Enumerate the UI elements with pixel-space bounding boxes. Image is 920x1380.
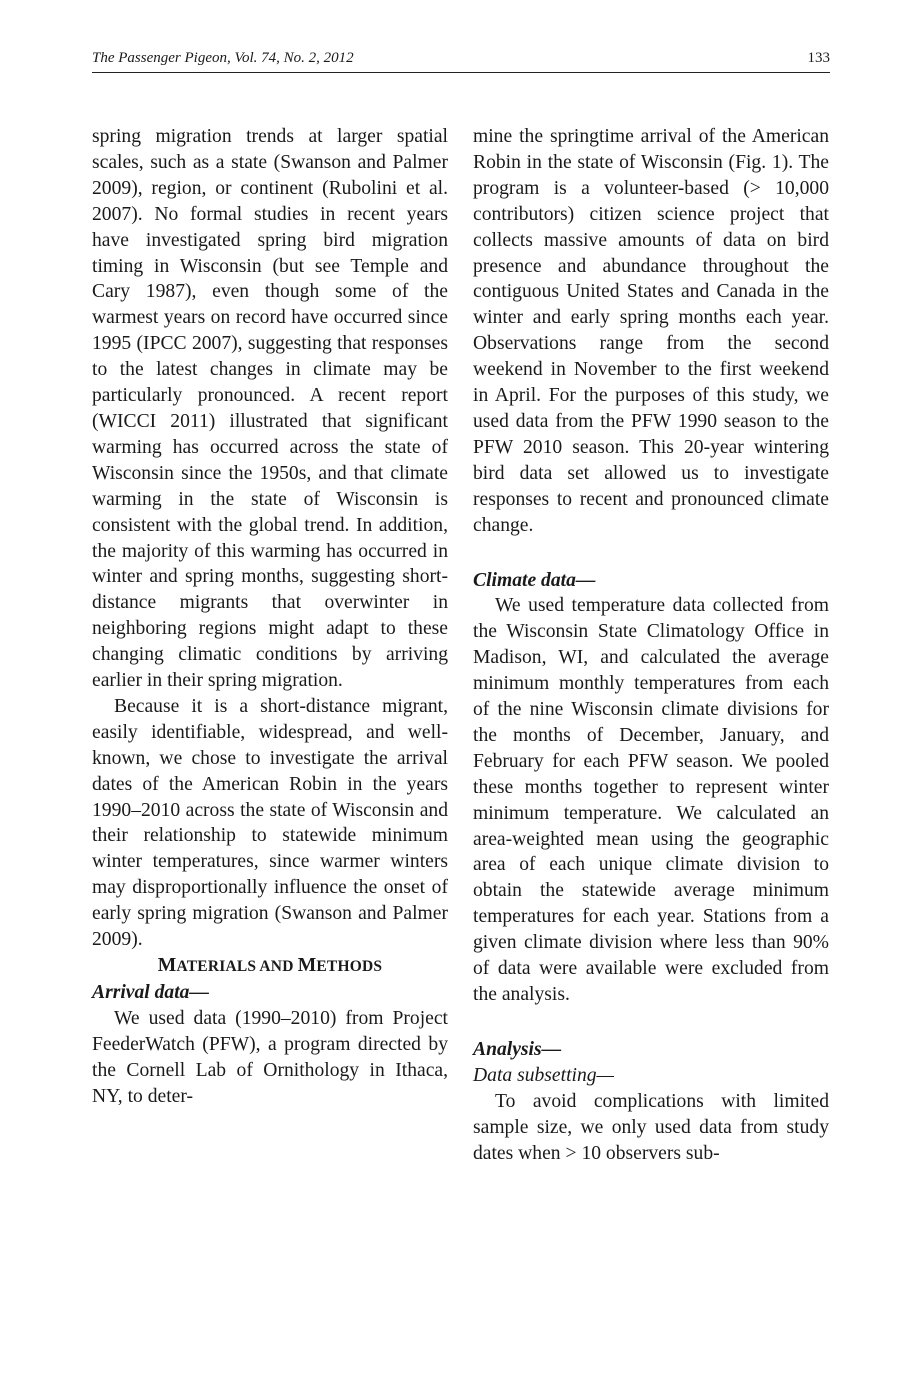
running-header [92,50,830,73]
subheading-climate-data: Climate data— [473,569,596,591]
right-paragraph-3: To avoid complications with limited sample size, we only used data from study dates when > 10 observers sub- [473,1090,829,1164]
subheading-arrival-data: Arrival data— [92,981,210,1003]
left-paragraph-3: We used data (1990–2010) from Project FeederWatch (PFW), a program directed by the Cornell Lab of Ornithology in Ithaca, NY, to deter- [92,1007,448,1107]
left-paragraph-2: Because it is a short-distance migrant, easily identifiable, widespread, and well-known, we chose to investigate the arrival dates of the American Robin in the years 1990–2010 across the state of Wisconsin and their relationship to statewide minimum winter temperatures, since warmer winters may disproportionally influence the onset of early spring migration (Swanson and Palmer 2009). [92,695,448,951]
left-paragraph-1: spring migration trends at larger spatial scales, such as a state (Swanson and Palmer 2009), region, or continent (Rubolini et al. 2007). No formal studies in recent years have investigated spring bird migration timing in Wisconsin (but see Temple and Cary 1987), even though some of the warmest years on record have occurred since 1995 (IPCC 2007), suggesting that responses to the latest changes in climate may be particularly pronounced. A recent report (WICCI 2011) illustrated that significant warming has occurred across the state of Wisconsin since the 1950s, and that climate warming in the state of Wisconsin is consistent with the global trend. In addition, the majority of this warming has occurred in winter and spring months, suggesting short-distance migrants that overwinter in neighboring regions might adapt to these changing climatic conditions by arriving earlier in their spring migration. [92,126,448,692]
subheading-analysis: Analysis— [473,1038,562,1060]
right-paragraph-1: mine the springtime arrival of the American Robin in the state of Wisconsin (Fig. 1). The program is a volunteer-based (> 10,000 contributors) citizen science project that collects massive amounts of data on bird presence and abundance throughout the contiguous United States and Canada in the winter and early spring months each year. Observations range from the second weekend in November to the first weekend in April. For the purposes of this study, we used data from the PFW 1990 season to the PFW 2010 season. This 20-year wintering bird data set allowed us to investigate responses to recent and pronounced climate change. [473,126,829,536]
journal-citation: The Passenger Pigeon, Vol. 74, No. 2, 2012 [92,50,354,66]
page-number: 133 [807,50,830,66]
left-column [92,124,448,1109]
right-column [473,124,829,1166]
section-heading-materials-methods: MATERIALS AND METHODS [157,955,383,976]
right-paragraph-2: We used temperature data collected from the Wisconsin State Climatology Office in Madison, WI, and calculated the average minimum monthly temperatures from each of the nine Wisconsin climate divisions for the months of December, January, and February for each PFW season. We pooled these months together to represent winter minimum temperature. We calculated an area-weighted mean using the geographic area of each unique climate division to obtain the statewide average minimum temperatures for each year. Stations from a given climate division where less than 90% of data were available were excluded from the analysis. [473,595,829,1005]
subheading-data-subsetting: Data subsetting— [473,1064,614,1086]
